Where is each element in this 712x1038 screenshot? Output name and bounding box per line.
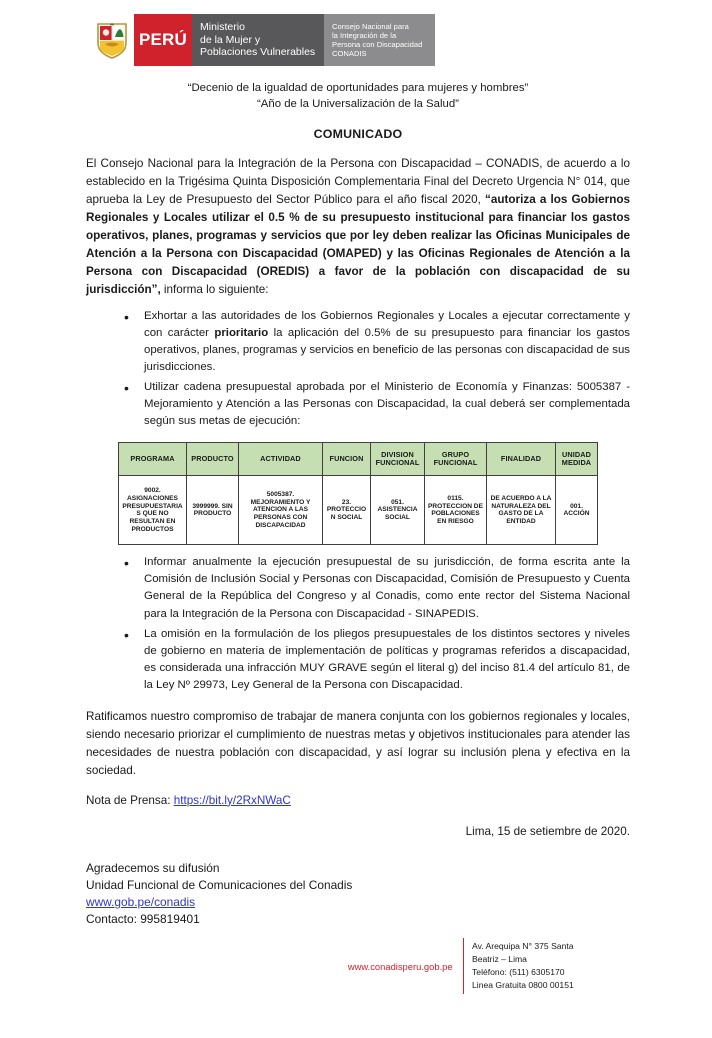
- press-note-link[interactable]: https://bit.ly/2RxNWaC: [173, 793, 291, 807]
- bullet-list-top: [86, 308, 630, 431]
- bullet-0-post: la aplicación del 0.5% de su presupuesto para financiar los gastos operativos, planes, programas y servicios en beneficio de las personas con discapacidad de sus jurisdicciones.: [144, 326, 630, 373]
- peru-crest-block: [90, 14, 134, 66]
- ministry-line-2: de la Mujer y: [200, 33, 261, 46]
- footer-address-line-1: Av. Arequipa N° 375 Santa: [472, 940, 574, 951]
- press-note-label: Nota de Prensa:: [86, 793, 174, 807]
- column-header-finalidad: FINALIDAD: [487, 443, 556, 476]
- list-item: [124, 308, 630, 376]
- ministry-line-3: Poblaciones Vulnerables: [200, 46, 316, 59]
- column-header-unidad-medida: UNIDAD MEDIDA: [556, 443, 598, 476]
- cell-finalidad: DE ACUERDO A LA NATURALEZA DEL GASTO DE LA ENTIDAD: [487, 476, 556, 545]
- bullet-0-bold: prioritario: [214, 326, 269, 339]
- intro-part-2: informa lo siguiente:: [160, 282, 269, 296]
- intro-part-1: El Consejo Nacional para la Integración de la Persona con Discapacidad – CONADIS, de acuerdo a lo establecido en la Trigésima Quinta Disposición Complementaria Final del Decreto Urgencia N° 014, que aprueba la Ley de Presupuesto del Sector Público para el año fiscal 2020,: [86, 157, 630, 207]
- footer-toll-free: Linea Gratuita 0800 00151: [472, 980, 574, 991]
- column-header-division-funcional: DIVISION FUNCIONAL: [371, 443, 425, 476]
- conadis-website-link[interactable]: www.gob.pe/conadis: [86, 895, 196, 910]
- closing-paragraph: Ratificamos nuestro compromiso de trabajar de manera conjunta con los gobiernos regionales y locales, siendo necesario priorizar el cumplimiento de nuestras metas y objetivos institucionales para atender las necesidades de nuestra población con discapacidad, y así lograr su inclusión plena y efectiva en la sociedad.: [86, 710, 630, 777]
- epigraph: [86, 80, 630, 112]
- conadis-line-1: Consejo Nacional para: [332, 21, 409, 31]
- page-footer: [0, 938, 712, 994]
- cell-actividad: 5005387. MEJORAMIENTO Y ATENCION A LAS PERSONAS CON DISCAPACIDAD: [239, 476, 323, 545]
- table-row: [119, 476, 598, 545]
- peru-coat-of-arms-icon: [95, 21, 129, 59]
- ministry-name-block: [192, 14, 324, 66]
- column-header-funcion: FUNCION: [323, 443, 371, 476]
- footer-phone: Teléfono: (511) 6305170: [472, 967, 565, 977]
- signoff-block: [86, 860, 630, 929]
- signoff-contact: Contacto: 995819401: [86, 912, 200, 927]
- table-header-row: [119, 443, 598, 476]
- intro-bold-quote: “autoriza a los Gobiernos Regionales y Locales utilizar el 0.5 % de su presupuesto institucional para financiar los gastos operativos, planes, programas y servicios que por ley deben realizar las Oficinas Municipales de Atención a la Persona con Discapacidad (OMAPED) y las Oficinas Regionales de Atención a la Persona con Discapacidad (OREDIS) a favor de la población con discapacidad de su jurisdicción”,: [86, 193, 630, 296]
- page-title: COMUNICADO: [313, 127, 403, 142]
- column-header-programa: PROGRAMA: [119, 443, 187, 476]
- conadis-line-4: CONADIS: [332, 49, 367, 59]
- epigraph-line-2: “Año de la Universalización de la Salud”: [257, 98, 459, 111]
- press-note: [86, 794, 630, 807]
- ministry-line-1: Ministerio: [200, 20, 245, 33]
- conadis-line-3: Persona con Discapacidad: [332, 40, 423, 49]
- cell-grupo-funcional: 0115. PROTECCION DE POBLACIONES EN RIESGO: [425, 476, 487, 545]
- document-page: [0, 14, 712, 1038]
- budget-table-container: [86, 442, 630, 545]
- institutional-header-logo: [90, 14, 435, 66]
- column-header-actividad: ACTIVIDAD: [239, 443, 323, 476]
- cell-programa: 9002. ASIGNACIONES PRESUPUESTARIAS QUE NO RESULTAN EN PRODUCTOS: [119, 476, 187, 545]
- cell-producto: 3999999. SIN PRODUCTO: [187, 476, 239, 545]
- conadis-line-2: la Integración de la: [332, 30, 397, 40]
- conadis-name-block: [324, 14, 435, 66]
- column-header-grupo-funcional: GRUPO FUNCIONAL: [425, 443, 487, 476]
- list-item: • Informar anualmente la ejecución presupuestal de su jurisdicción, de forma escrita ante la Comisión de Inclusión Social y Personas con Discapacidad, Comisión de Presupuesto y Cuenta General de la República del Congreso y al Conadis, como ente rector del Sistema Nacional para la Integración de la Persona con Discapacidad - SINAPEDIS.: [124, 554, 630, 622]
- footer-address-line-2: Beatriz – Lima: [472, 953, 527, 964]
- list-item: • La omisión en la formulación de los pliegos presupuestales de los distintos sectores y niveles de gobierno en materia de implementación de políticas y programas referidos a discapacidad, es considerada una infracción MUY GRAVE según el literal g) del inciso 81.4 del artículo 81, de la Ley Nº 29973, Ley General de la Persona con Discapacidad.: [124, 626, 630, 694]
- intro-paragraph: [86, 155, 630, 298]
- footer-address: [472, 940, 640, 992]
- signoff-unit: Unidad Funcional de Comunicaciones del Conadis: [86, 877, 353, 892]
- footer-divider: [463, 938, 464, 994]
- footer-website: www.conadisperu.gob.pe: [347, 960, 453, 972]
- bullet-list-bottom: [86, 554, 630, 694]
- cell-unidad-medida: 001. ACCIÓN: [556, 476, 598, 545]
- list-item: [124, 379, 630, 430]
- cell-division-funcional: 051. ASISTENCIA SOCIAL: [371, 476, 425, 545]
- date-line: Lima, 15 de setiembre de 2020.: [465, 824, 630, 838]
- document-body: [0, 80, 712, 929]
- column-header-producto: PRODUCTO: [187, 443, 239, 476]
- budget-chain-table: [118, 442, 598, 545]
- cell-funcion: 23. PROTECCION SOCIAL: [323, 476, 371, 545]
- bullet-1-pre: Utilizar cadena presupuestal aprobada por el Ministerio de Economía y Finanzas: 5005387 - Mejoramiento y Atención a las Personas con Discapacidad, la cual deberá ser complementada según sus metas de ejecución:: [144, 380, 630, 428]
- bullet-0-pre: Exhortar a las autoridades de los Gobiernos Regionales y Locales a ejecutar correctamente y con carácter: [144, 309, 630, 339]
- epigraph-line-1: “Decenio de la igualdad de oportunidades para mujeres y hombres”: [187, 82, 529, 94]
- peru-wordmark: PERÚ: [134, 14, 192, 66]
- signoff-thanks: Agradecemos su difusión: [86, 860, 220, 875]
